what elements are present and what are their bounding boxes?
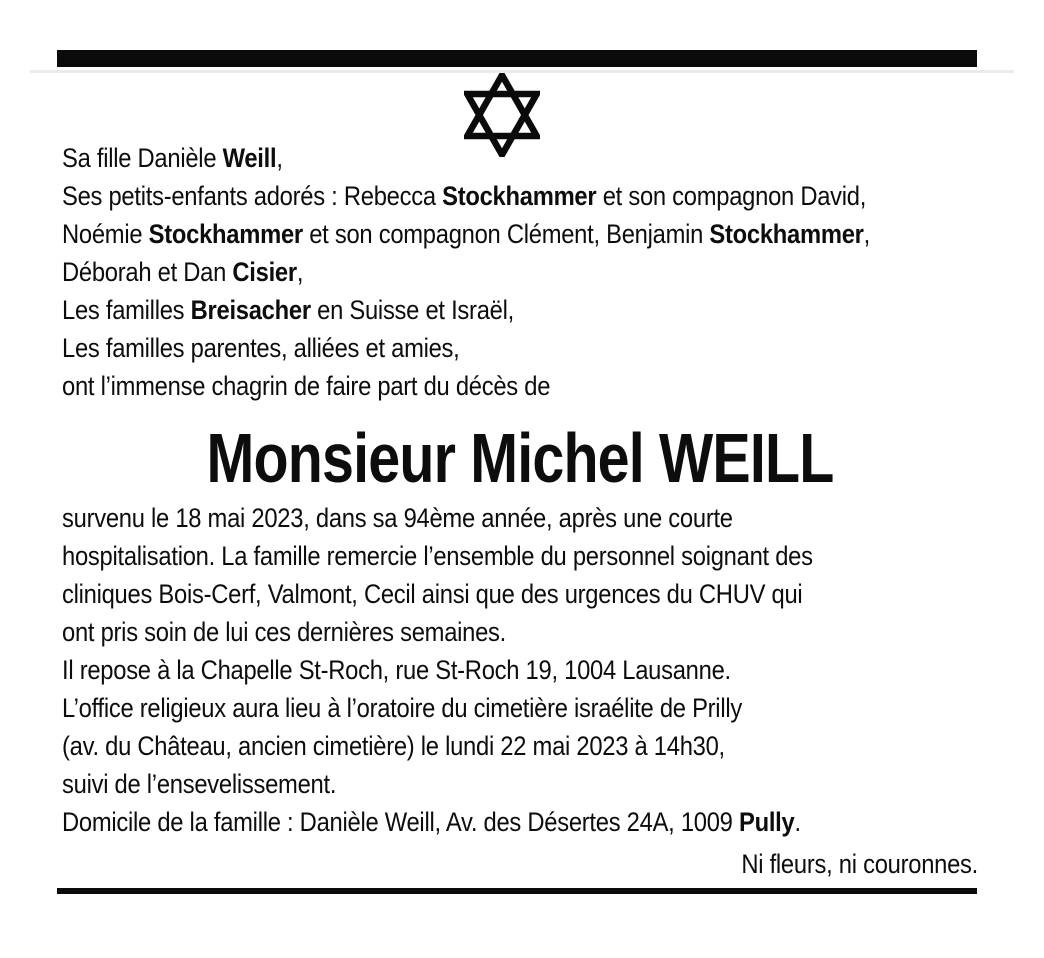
family-name: Stockhammer (709, 219, 864, 249)
notice-line (62, 177, 868, 215)
notice-line (62, 291, 868, 329)
closing-line: Ni fleurs, ni couronnes. (741, 849, 978, 879)
notice-line: survenu le 18 mai 2023, dans sa 94ème année, après une courte (62, 503, 733, 533)
text-segment: Les familles (62, 295, 191, 325)
notice-line (62, 215, 871, 253)
family-intro (62, 139, 978, 405)
text-segment: et son compagnon Clément, Benjamin (302, 219, 710, 249)
bottom-rule (57, 888, 977, 894)
text-segment: et son compagnon David, (596, 181, 867, 211)
family-name: Stockhammer (148, 219, 303, 249)
text-segment: , (276, 143, 283, 173)
family-name: Stockhammer (442, 181, 597, 211)
notice-line: hospitalisation. La famille remercie l’ensemble du personnel soignant des (62, 541, 813, 571)
family-name: Cisier (232, 257, 297, 287)
notice-line (62, 367, 868, 405)
notice-line: cliniques Bois-Cerf, Valmont, Cecil ainsi que des urgences du CHUV qui (62, 579, 803, 609)
text-segment: , (863, 219, 871, 249)
text-segment: Les familles parentes, alliées et amies, (62, 333, 460, 363)
notice-line (62, 253, 868, 291)
domicile-line (62, 803, 868, 841)
text-segment: , (296, 257, 304, 287)
notice-line: suivi de l’ensevelissement. (62, 769, 337, 799)
notice-line: Il repose à la Chapelle St-Roch, rue St-Roch 19, 1004 Lausanne. (62, 655, 731, 685)
family-name: Breisacher (190, 295, 311, 325)
text-segment: Déborah et Dan (62, 257, 233, 287)
text-segment: en Suisse et Israël, (310, 295, 514, 325)
city-name: Pully (738, 807, 795, 837)
text-segment: ont l’immense chagrin de faire part du décès de (62, 371, 551, 401)
top-rule (57, 50, 977, 67)
notice-body (62, 139, 978, 883)
text-segment: Noémie (62, 219, 149, 249)
deceased-name-title: Monsieur Michel WEILL (206, 419, 834, 497)
notice-line (62, 329, 868, 367)
notice-line (62, 139, 868, 177)
text-segment: Domicile de la famille : Danièle Weill, Av. des Désertes 24A, 1009 (62, 807, 739, 837)
text-segment: Sa fille Danièle (62, 143, 223, 173)
notice-line: L’office religieux aura lieu à l’oratoire du cimetière israélite de Prilly (62, 693, 742, 723)
text-segment: . (794, 807, 801, 837)
family-name: Weill (222, 143, 277, 173)
notice-line: ont pris soin de lui ces dernières semaines. (62, 617, 507, 647)
death-paragraph (62, 499, 978, 651)
notice-line: (av. du Château, ancien cimetière) le lundi 22 mai 2023 à 14h30, (62, 731, 725, 761)
funeral-paragraph (62, 651, 978, 803)
text-segment: Ses petits-enfants adorés : Rebecca (62, 181, 443, 211)
